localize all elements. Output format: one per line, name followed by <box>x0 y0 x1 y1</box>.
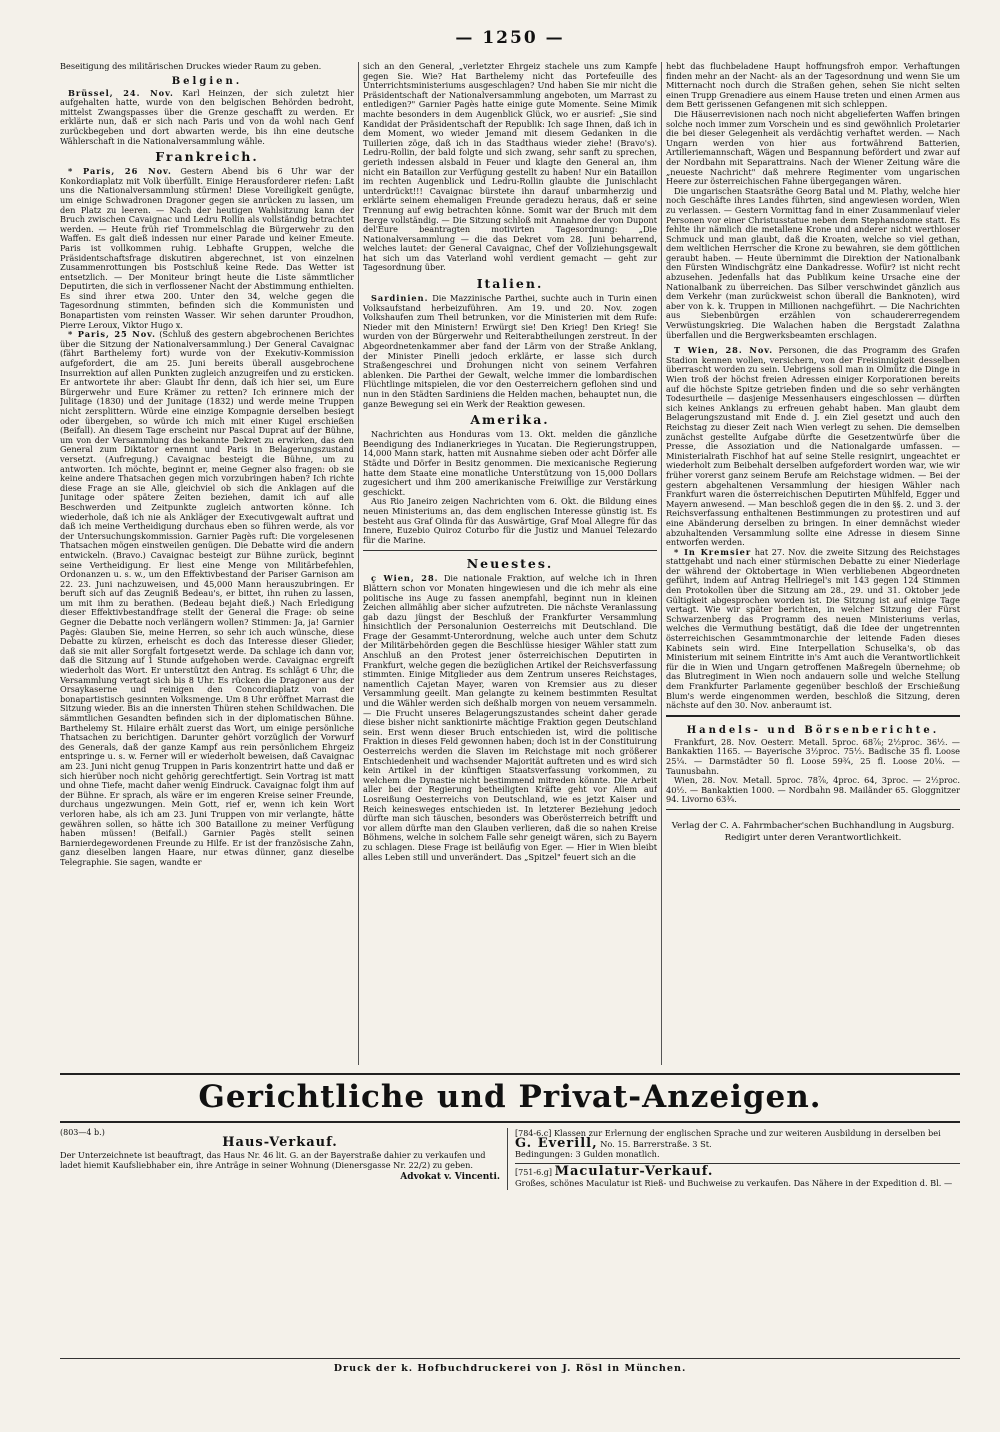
article-brussel <box>60 89 354 147</box>
ad-number: (803—4 b.) <box>60 1128 105 1137</box>
dateline: ç Wien, 28. <box>371 573 439 584</box>
divider <box>363 550 657 551</box>
article-rio-janeiro: Aus Rio Janeiro zeigen Nachrichten vom 6. Okt. die Bildung eines neuen Ministeriums an, das dem englischen Interesse günstig ist. Es besteht aus Graf Olinda für das Auswärtige, Graf Moal Allegre für das Innere, Euzebio Quiroz Coturbo für die Justiz und Manuel Telezardo für die Marine. <box>363 496 657 545</box>
newspaper-page <box>60 28 960 1418</box>
ad-text: Klassen zur Erlernung der englischen Sprache und zur weiteren Ausbildung in derselben bei <box>553 1128 941 1138</box>
section-heading-neuestes: Neuestes. <box>466 556 554 572</box>
section-heading-frankreich: Frankreich. <box>155 149 259 165</box>
paragraph: Beseitigung des militärischen Druckes wieder Raum zu geben. <box>60 62 322 71</box>
section-heading-amerika: Amerika. <box>470 412 550 428</box>
publisher-info <box>666 820 960 844</box>
ad-text: Der Unterzeichnete ist beauftragt, das Haus Nr. 46 lit. G. an der Bayerstraße dahier zu verkaufen und ladet hiemit Kaufsliebhaber ein, ihre Anträge in seiner Wohnung (Dienersgasse Nr. 22/2) zu geben. <box>60 1150 486 1170</box>
paragraph: Die ungarischen Staatsräthe Georg Batal und M. Plathy, welche hier noch Geschäfte ihres Landes führten, sind angewiesen worden, Wien zu verlassen. — Gestern Vormittag fand in einer Zusammenlauf vieler Personen vor einer Christusstatue neben dem Stephansdome statt. Es fehlte ihr nämlich die metallene Krone und anderer nicht werthloser Schmuck und man glaubt, daß die Kroaten, welche so viel gethan, dem weltlichen Herrscher die Krone zu bewahren, sie dem göttlichen geraubt haben. — Heute übernimmt die Direktion der Nationalbank den Fürsten Windischgrätz eine Dankadresse. Wofür? ist nicht recht abzusehen. Jedenfalls hat das Publikum keine Ursache eine der Nationalbank zu überreichen. Das Silber verschwindet gänzlich aus dem Verkehr (man zurückweist schon überall die Banknoten), wird aber von k. k. Truppen in Millionen nachgeführt. — Die Nachrichten aus Siebenbürgen erzählen von schaudererregendem Verwüstungskrieg. Die Walachen haben die Bergstadt Zalathna überfallen und die Bergwerksbeamten erschlagen. <box>666 185 960 340</box>
ad-number: [784-6.c] <box>515 1129 552 1138</box>
article-text: Gestern Abend bis 6 Uhr war der Konkordiaplatz mit Volk überfüllt. Einige Herausforderer riefen: Laßt uns die Nationalversammlung stürmen! Diese Voreiligkeit genügte, um einige Schwadronen Dragoner gegen sie anrücken zu lassen, um den Platz zu leeren. — Nach der heutigen Wahlsitzung kann der Bruch zwischen Cavaignac und Ledru Rollin als vollständig betrachtet werden. — Heute früh rief Trommelschlag die Bürgerwehr zu den Waffen. Es galt dieß indessen nur einer Parade und keiner Emeute. Paris ist vollkommen ruhig. Lebhafte Gruppen, welche die Präsidentschaftsfrage diskutiren abgerechnet, ist von einzelnen Zusammenrottungen bis Postschluß keine Rede. Das Wetter ist entsetzlich. — Der Moniteur bringt heute die Liste sämmtlicher Deputirten, die sich in verflossener Nacht der Abstimmung enthielten. Es sind ihrer etwa 200. Unter den 34, welche gegen die Tagesordnung stimmten, befinden sich die Kommunisten und Bonapartisten vom reinsten Wasser. Wir sehen darunter Proudhon, Pierre Leroux, Viktor Hugo x. <box>60 166 354 330</box>
ad-english-lessons <box>515 1128 960 1188</box>
dateline: Brüssel, 24. Nov. <box>68 87 174 98</box>
columns <box>60 62 960 1065</box>
article-paris-1 <box>60 167 354 330</box>
article-kremsier <box>666 548 960 711</box>
ad-terms: Bedingungen: 3 Gulden monatlich. <box>515 1149 660 1159</box>
market-frankfurt: Frankfurt, 28. Nov. Oesterr. Metall. 5proc. 68⅞; 2½proc. 36½. — Bankaktien 1165. — Bayerische 3½proc. 75½. Badische 35 fl. Loose 25¼. — Darmstädter 50 fl. Loose 59¾, 25 fl. Loose 20⅛. — Taunusbahn. <box>666 736 960 776</box>
article-text: hat 27. Nov. die zweite Sitzung des Reichstages stattgehabt und nach einer stürmischen Debatte zu einer Niederlage der während der Oktobertage in Wien verbliebenen Abgeordneten geführt, indem auf Antrag Hellriegel's mit 143 gegen 124 Stimmen den Protokollen über die Sitzung am 28., 29. und 31. Oktober jede Gültigkeit abgesprochen worden ist. Die Sitzung ist auf einige Tage vertagt. Wie wir später berichten, in welcher Sitzung der Fürst Schwarzenberg das Programm des neuen Ministeriums verlas, welches die Vermuthung bestätigt, daß die Idee der ungetrennten österreichischen Gesammtmonarchie der leitende Faden dieses Kabinets sein wird. Eine Interpellation Schuselka's, ob das Ministerium mit seinem Eintritte in's Amt auch die Verantwortlichkeit für die in Wien und Ungarn getroffenen Maßregeln übernehme; ob das Blutregiment in Wien noch andauern solle und welche Stellung dem Frankfurter Parlamente gegenüber beschloß der Erschießung Blum's werde eingenommen werden, beschloß die Sitzung, deren nächste auf den 30. Nov. anberaumt ist. <box>666 546 960 711</box>
article-text: Die Mazzinische Parthei, suchte auch in Turin einen Volksaufstand herbeizuführen. Am 19. und 20. Nov. zogen Volkshaufen zum Theil betrunken, vor die Ministerien mit dem Rufe: Nieder mit den Ministern! Erwürgt sie! Den Krieg! Den Krieg! Sie wurden von der Bürgerwehr und Reiterabtheilungen zerstreut. In der Abgeordnetenkammer aber fand der Lärm von der Straße Anklang, der Minister Pinelli jedoch erklärte, er lasse sich durch Straßengeschrei und Drohungen nicht von seinem Verfahren ablenken. Die Parthei der Gewalt, welche immer die lombardischen Flüchtlinge mitspielen, die vor den Oesterreichern geflohen sind und nun in den Städten Sardiniens die Helden machen, behauptet nun, die ganze Bewegung sei ein Werk der Reaktion gewesen. <box>363 293 657 409</box>
market-box <box>666 715 960 810</box>
paragraph: sich an den General, „verletzter Ehrgeiz stachele uns zum Kampfe gegen Sie. Wie? Hat Barthelemy nicht das Portefeuille des Unterrichtsministeriums ausgeschlagen? Und haben Sie mir nicht die Präsidentschaft der Nationalversammlung angeboten, um Marrast zu entledigen?" Garnier Pagès hatte einige gute Momente. Seine Mimik machte besonders in dem Augenblick Glück, wo er ausrief: „Sie sind Kandidat der Präsidentschaft der Republik: Ich sage Ihnen, daß ich in dem Moment, wo wieder Jemand mit diesem Gedanken in die Tuillerien zöge, daß ich in das Stadthaus wieder ziehe! (Bravo's). Ledru-Rollin, der bald folgte und sich zwang, sehr sanft zu sprechen, gerieth indessen alsbald in Feuer und klagte den General an, ihm nicht ein Bataillon zur Verfügung gestellt zu haben! Nur ein Bataillon im rechten Augenblick und Ledru-Rollin glaubte die Junischlacht unterdrückt!!! Cavaignac bürstete ihn darauf unbarmherzig und erklärte seinem ehemaligen Freunde geradezu heraus, daß er seine Trennung auf ewig betrachten könne. Somit war der Bruch mit dem Berge vollständig. — Die Sitzung schloß mit Annahme der von Dupont del'Eure beantragten motivirten Tagesordnung: „Die Nationalversammlung — die das Dekret vom 28. Juni beharrend, welches lautet: der General Cavaignac, Chef der Vollziehungsgewalt hat sich um das Vaterland wohl verdient gemacht — geht zur Tagesordnung über. <box>363 62 657 273</box>
ad-name-line <box>515 1136 960 1151</box>
dateline: T Wien, 28. Nov. <box>674 345 774 356</box>
dateline: Sardinien. <box>371 293 429 304</box>
paragraph: Die Häuserrevisionen nach noch nicht abgelieferten Waffen bringen solche noch immer zum Vorschein und es sind gewöhnlich Proletarier die bei dieser Gelegenheit als verdächtig verhaftet werden. — Nach Ungarn werden von hier aus fortwährend Batterien, Artilleriemannschaft, Wägen und Bespannung befördert und zwar auf der Nordbahn mit Separattrains. Nach der Wiener Zeitung wäre die „neueste Nachricht" daß mehrere Regimenter vom ungarischen Heere zur österreichischen Fahne übergegangen wären. <box>666 108 960 187</box>
publisher-name: Verlag der C. A. Fahrmbacher'schen Buchhandlung in Augsburg. <box>671 820 955 831</box>
article-paris-2 <box>60 330 354 867</box>
ad-number: [751-6.g] <box>515 1168 552 1177</box>
market-wien: Wien, 28. Nov. Metall. 5proc. 78⅞, 4proc. 64, 3proc. — 2½proc. 40½. — Bankaktien 1000. — Nordbahn 98. Mailänder 65. Gloggnitzer 94. Livorno 63¾. <box>666 775 960 805</box>
article-text: (Schluß des gestern abgebrochenen Berichtes über die Sitzung der Nationalversammlung.) Der General Cavaignac (fährt Barthelemy fort) wurde von der Exekutiv-Kommission aufgefordert, die am 25. Juni bereits überall ausgebrochene Insurrektion auf allen Punkten zugleich anzugreifen und zu ersticken. Er antwortete ihr aber: Glaubt Ihr denn, daß ich hier sei, um Eure Bürgerwehr und Eure Krämer zu retten? Ich erinnere mich der Julitage (1830) und der Junitage (1832) und werde meine Truppen nicht zersplittern. Würde eine einzige Kompagnie derselben besiegt oder übergeben, so würde ich mich mit einer Kugel erschießen (Beifall). An diesem Tage erscheint nur Pascal Duprat auf der Bühne, um von der Versammlung das bekannte Dekret zu erwirken, das den General zum Diktator ernennt und Paris in Belagerungszustand versetzt. (Aufregung.) Cavaignac besteigt die Bühne, um zu antworten. Ich möchte, beginnt er, meine Gegner also fragen: ob sie keine andere Thatsachen gegen mich vorzubringen haben? Ich richte diese Frage an sie Alle, gleichviel ob sich die Anklagen auf die Junitage oder spätere Zeiten beziehen, damit ich auf alle Beschwerden und Zeitpunkte zugleich antworten könne. Ich wiederhole, daß ich nie als Ankläger der Executivgewalt auftrat und daß ich meine Vertheidigung durchaus eben so führen werde, als vor der Untersuchungskommission. Garnier Pagès ruft: Die vorgelesenen Thatsachen mögen einstweilen genügen. Die Debatte wird die andern entwickeln. (Bravo.) Cavaignac besteigt zur Bühne zurück, beginnt seine Vertheidigung. Er liest eine Menge von Militärbefehlen, Ordonanzen u. s. w., um den Effektivbestand der Pariser Garnison am 22. 23. Juni nachzuweisen, und 45,000 Mann herauszubringen. Er beruft sich auf das Zeugniß Bedeau's, er bittet, ihn ruhen zu lassen, um mit ihm zu berathen. (Bedeau bejaht dieß.) Nach Erledigung dieser Effektivbestandfrage stellt der General die Frage: ob seine Gegner die Debatte noch verlängern wollen? Stimmen: Ja, ja! Garnier Pagès: Glauben Sie, meine Herren, so sehr ich auch wünsche, diese Debatte zu kürzen, erheischt es doch das Interesse dieser Glieder, daß sie mit aller Sorgfalt fortgesetzt werde. Da schlage ich dann vor, daß die Sitzung auf 1 Stunde aufgehoben werde. Cavaignac ergreift wiederholt das Wort. Er unterstützt den Antrag. Es schlägt 6 Uhr, die Versammlung vertagt sich bis 8 Uhr. Es rücken die Dragoner aus der Orsaykaserne und reinigen den Concordiaplatz von der bonapartistisch gesinnten Volksmenge. Um 8 Uhr eröffnet Marrast die Sitzung wieder. Bis an die innersten Thüren stehen Schildwachen. Die sämmtlichen Gesandten befinden sich in der diplomatischen Bühne. Barthelemy St. Hilaire erhält zuerst das Wort, um einige persönliche Thatsachen zu berichtigen. Darunter gehört vorzüglich der Vorwurf des Generals, daß der ganze Kampf aus rein persönlichem Ehrgeiz entspringe u. s. w. Ferner will er wiederholt beweisen, daß Cavaignac am 23. Juni nicht genug Truppen in Paris konzentrirt hatte und daß er sich hierüber noch nicht gehörig gerechtfertigt. Sein Vortrag ist matt und ohne Tiefe, macht daher wenig Eindruck. Cavaignac folgt ihm auf der Bühne. Er sprach, als wäre er im engeren Kreise seiner Freunde, durchaus ungezwungen. Mein Gott, rief er, wenn ich kein Wort verloren habe, als ich am 23. Juni Truppen von mir verlangte, hätte gewähren sollen, so hätte ich 300 Bataillone zu meiner Verfügung haben müssen! (Beifall.) Garnier Pagès stellt seinen Barnierdegewordenen Freunde zu Hilfe. Er ist der französische Zahn, ganz dieselben langen Haare, nur etwas dünner, ganz dieselbe Telegraphie. Sie sagen, wandte er <box>60 329 354 867</box>
dateline: * Paris, 26 Nov. <box>68 166 172 177</box>
column-2 <box>363 62 657 1065</box>
editor-note: Redigirt unter deren Verantwortlichkeit. <box>724 832 902 843</box>
section-heading-handel: Handels- und Börsenberichte. <box>686 724 940 736</box>
ad-text: Großes, schönes Maculatur ist Rieß- und Buchweise zu verkaufen. Das Nähere in der Expedition d. Bl. — <box>515 1178 953 1188</box>
paragraph: hebt das fluchbeladene Haupt hoffnungsfroh empor. Verhaftungen finden mehr an der Nacht- als an der Tagesordnung und wenn Sie um Mitternacht noch durch die Straßen gehen, sehen Sie nicht selten einen Trupp Grenadiere aus einem Hause treten und einen Armen aus dem Bett gerissenen Gefangenen mit sich schleppen. <box>666 62 960 110</box>
teacher-name: G. Everill, <box>515 1136 598 1151</box>
section-heading-italien: Italien. <box>476 276 544 292</box>
ad-head-line <box>515 1164 960 1179</box>
column-3 <box>666 62 960 1065</box>
column-rule <box>358 62 359 1065</box>
section-heading-belgien: Belgien. <box>171 75 243 87</box>
dateline: * Paris, 25 Nov. <box>68 329 156 340</box>
article-honduras: Nachrichten aus Honduras vom 13. Okt. melden die gänzliche Beendigung des Indianerkrieges in Yucatan. Die Regierungstruppen, 14,000 Mann stark, hatten mit Ausnahme sieben oder acht Dörfer alle Städte und Dörfer in Besitz genommen. Die mexicanische Regierung hatte dem Staate eine monatliche Unterstützung von 15,000 Dollars zugesichert und ihm 200 amerikanische Freiwillige zur Verstärkung geschickt. <box>363 429 657 497</box>
ad-heading: Haus-Verkauf. <box>222 1135 338 1150</box>
column-1 <box>60 62 354 1065</box>
ad-signature: Advokat v. Vincenti. <box>400 1172 500 1182</box>
column-rule <box>507 1128 508 1190</box>
advertisements-heading: Gerichtliche und Privat-Anzeigen. <box>60 1073 960 1123</box>
teacher-address: No. 15. Barrerstraße. 3 St. <box>600 1139 712 1149</box>
advertisements <box>60 1128 960 1378</box>
ad-heading: Maculatur-Verkauf. <box>554 1164 714 1179</box>
dateline: * In Kremsier <box>674 546 752 557</box>
article-text: Personen, die das Programm des Grafen Stadion kennen wollen, versichern, von der Freisinnigkeit desselben überrascht worden zu sein. Uebrigens soll man in Olmütz die Dinge in Wien troß der höchst freien Adressen einiger Korporationen bereits auf die höchste Spitze getrieben finden und die so sehr verhängten Todesurtheile — dasjenige Messenhausers eingeschlossen — dürften sich keines Anklangs zu erfreuen gehabt haben. Man glaubt dem Belagerungszustand mit Ende d. J. ein Ziel gesetzt und auch den Reichstag zu dieser Zeit nach Wien verlegt zu sehen. Die demselben zunächst gestellte Aufgabe dürfte die Gesetzentwürfe über die Presse, die Assoziation und die Nationalgarde umfassen. — Ministerialrath Fischhof hat auf seine Stelle resignirt, ungeachtet er wiederholt zum Beibehalt derselben aufgefordert worden war, wie wir früher vorerst ganz seinem Berufe am Reichstage widmen. — Bei der gestern abgehaltenen Versammlung der hiesigen Wähler nach Frankfurt waren die österreichischen Deputirten Mühlfeld, Egger und Mayern anwesend. — Man beschloß gegen die in den §§. 2. und 3. der Reichsverfassung enthaltenen Bestimmungen zu protestiren und auf eine Abänderung derselben zu bringen. In einer demnächst wieder abzuhaltenden Versammlung sollte eine Adresse in diesem Sinne entworfen werden. <box>666 345 960 548</box>
column-rule <box>661 62 662 1065</box>
article-text: Karl Heinzen, der sich zuletzt hier aufgehalten hatte, wurde von den belgischen Behörden bedroht, mittelst Zwangspasses über die Grenze geschafft zu werden. Er erklärte nun, daß er sich nach Paris und von da wohl nach Genf zurückbegeben und dort abwarten werde, bis ihn eine deutsche Wählerschaft in die Nationalversammlung wähle. <box>60 87 354 146</box>
ad-haus-verkauf <box>60 1128 500 1182</box>
printer-imprint: Druck der k. Hofbuchdruckerei von J. Rösl in München. <box>60 1358 960 1374</box>
article-sardinien <box>363 294 657 409</box>
ad-maculatur <box>515 1163 960 1188</box>
page-number: — 1250 — <box>455 28 565 48</box>
article-wien-2 <box>666 346 960 547</box>
article-text: Die nationale Fraktion, auf welche ich in Ihren Blättern schon vor Monaten hingewiesen und die ich mehr als eine politische ins Auge zu fassen anempfahl, beginnt nun in kleinen Zeichen allmählig aber sicher aufzutreten. Die nächste Veranlassung gab dazu jüngst der Beschluß der Frankfurter Versammlung hinsichtlich der Personalunion Oesterreichs mit Deutschland. Die Frage der Gesammt-Unterordnung, welche auch unter dem Schutz der Militärbehörden gegen die Beschlüsse hiesiger Wähler statt zum Anschluß an den Protest jener österreichischen Deputirten in Frankfurt, welche gegen die bezüglichen Artikel der Reichsverfassung stimmten. Einige Mitglieder aus dem Zentrum unseres Reichstages, namentlich Cajetan Mayer, waren von Kremsier aus zu dieser Versammlung geeilt. Man gelangte zu keinem bestimmten Resultat und die Wähler werden sich deßhalb morgen von neuem versammeln. — Die Frucht unseres Belagerungszustandes scheint daher gerade diese bisher nicht sanktionirte mächtige Fraktion gegen Deutschland sein. Erst wenn dieser Bruch entschieden ist, wird die politische Fraktion in dieses Feld gewonnen haben; doch ist in der Constituirung Oesterreichs werden die Slaven im Reichstage mit noch größerer Entschiedenheit und wachsender Majorität auftreten und es wird sich kein Artikel in der künftigen Staatsverfassung vorkommen, zu welchem die Dynastie nicht bestimmend mitreden könnte. Die Arbeit aller bei der Regierung betheiligten Kräfte geht vor Allem auf Losreißung Oesterreichs von Deutschland, wie es jetzt Kaiser und Reich keinesweges entschieden ist. In letzterer Beziehung jedoch dürfte man sich täuschen, besonders was Oberösterreich betrifft und vor allem dürfte man den Glauben verlieren, daß die so nahen Kreise Böhmens, welche in solchem Falle sehr geneigt wären, sich zu Bayern zu schlagen. Diese Frage ist beiläufig von Eger. — Hier in Wien bleibt alles Leben still und unverändert. Das „Spitzel" feuert sich an die <box>363 573 657 862</box>
article-wien <box>363 574 657 862</box>
